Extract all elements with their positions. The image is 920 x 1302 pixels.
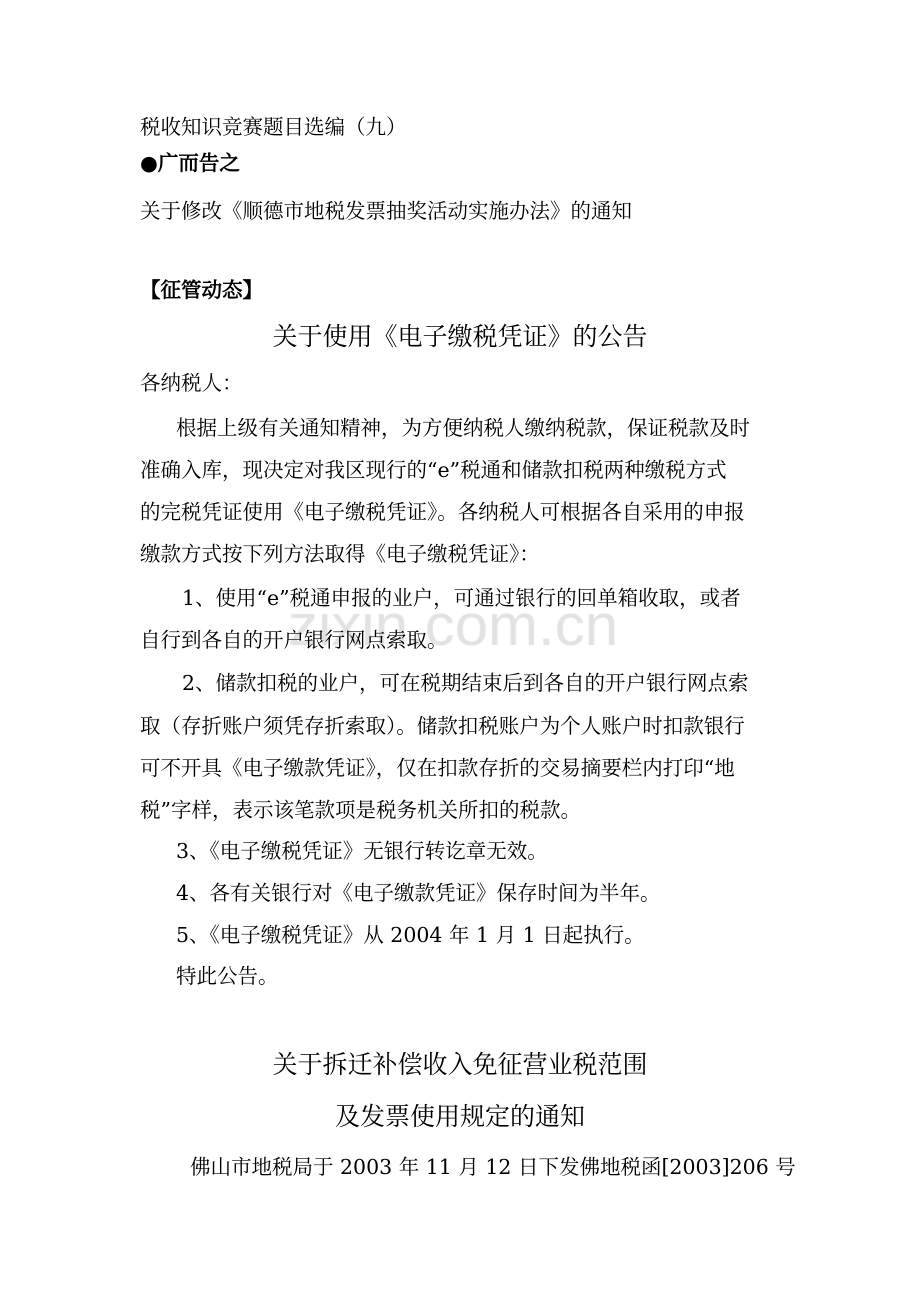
salutation: 各纳税人： [140, 371, 243, 395]
toc-item: 税收知识竞赛题目选编（九） [140, 115, 407, 139]
list-item: 1、使用“e”税通申报的业户，可通过银行的回单箱收取，或者 [182, 586, 741, 610]
list-item: 可不开具《电子缴款凭证》，仅在扣款存折的交易摘要栏内打印“地 [140, 756, 735, 780]
paragraph-line: 准确入库，现决定对我区现行的“e”税通和储款扣税两种缴税方式 [140, 458, 727, 482]
list-item: 2、储款扣税的业户，可在税期结束后到各自的开户银行网点索 [182, 671, 749, 695]
toc-heading: ●广而告之 [140, 151, 240, 175]
list-item: 3、《电子缴税凭证》无银行转讫章无效。 [176, 839, 548, 863]
paragraph-line: 根据上级有关通知精神，为方便纳税人缴纳税款，保证税款及时 [176, 416, 750, 440]
section-label: 【征管动态】 [140, 278, 263, 302]
paragraph-line: 的完税凭证使用《电子缴税凭证》。各纳税人可根据各自采用的申报 [140, 500, 745, 524]
article-title: 关于使用《电子缴税凭证》的公告 [272, 322, 648, 351]
toc-item: 关于修改《顺德市地税发票抽奖活动实施办法》的通知 [140, 199, 632, 223]
list-item: 4、各有关银行对《电子缴款凭证》保存时间为半年。 [176, 881, 661, 905]
list-item: 取（存折账户须凭存折索取）。储款扣税账户为个人账户时扣款银行 [140, 714, 745, 738]
article-title-continued: 及发票使用规定的通知 [334, 1102, 585, 1131]
list-item: 自行到各自的开户银行网点索取。 [140, 628, 448, 652]
closing: 特此公告。 [176, 964, 279, 988]
article-title: 关于拆迁补偿收入免征营业税范围 [272, 1050, 648, 1079]
list-item: 税”字样，表示该笔款项是税务机关所扣的税款。 [140, 798, 581, 822]
list-item: 5、《电子缴税凭证》从 2004 年 1 月 1 日起执行。 [176, 923, 645, 947]
paragraph-line: 缴款方式按下列方法取得《电子缴税凭证》： [140, 542, 540, 566]
paragraph-line: 佛山市地税局于 2003 年 11 月 12 日下发佛地税函[2003]206 号 [190, 1155, 796, 1179]
